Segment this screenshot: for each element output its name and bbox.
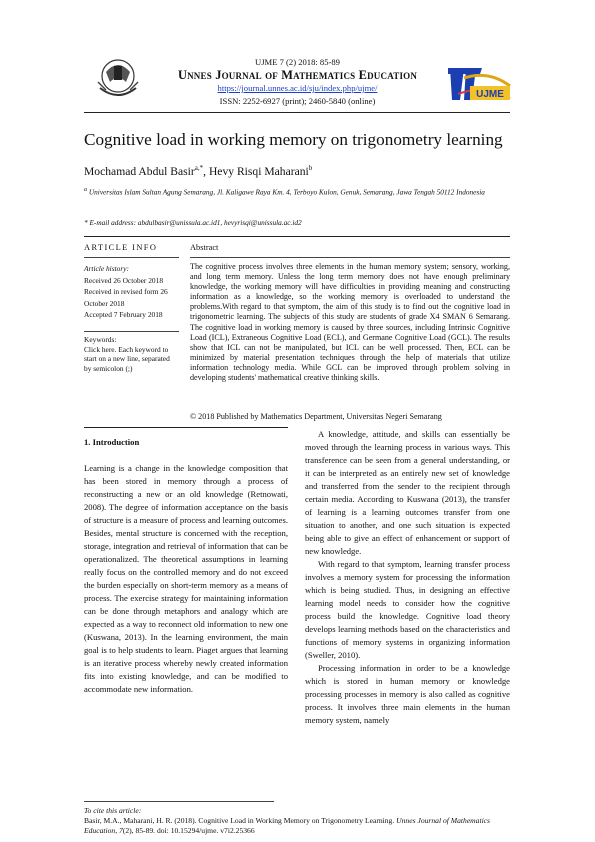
intro-paragraph-1: Learning is a change in the knowledge composition that has been stored in memory through a process of reconstructing a new or an old knowledge (Retnowati, 2008). The degree of information acceptance on the basis of structure is a measure of process and learning outcomes. Besides, mental structure is concerned with the reception, storage, integration and retrieval of information that can be operationalized. The theoretical assumptions in learning really focus on the controlled memory and do not exceed the burden especially on short-term memory as a means of process. The exercise strategy for maintaining information can be done through metaphors and analogy which are expected as a way to reconnect old information to new one (Kuswana, 2013). In the learning environment, the main goal is to help students to learn. Piaget argues that learning is an iterative process whereby newly created information fits into existing knowledge, and can be modified to accommodate new information. [84, 463, 288, 694]
paper-title: Cognitive load in working memory on trigonometry learning [84, 130, 503, 149]
author-2: Hevy Risqi Maharani [208, 164, 309, 178]
intro-paragraph-4: Processing information in order to be a knowledge which is stored in human memory or knowledge processing processes in memory is also called as cognitive process. It involves three main elements in the human memory system, namely [305, 663, 510, 725]
author-1: Mochamad Abdul Basir [84, 164, 195, 178]
abstract-text: The cognitive process involves three elements in the human memory system; sensory, working, and long term memory. Unless the long term memory does not have enough preliminary knowledge, the working memory will have difficulties in providing meaning and constructing information as a knowledge, so the working memory is overloaded to understand the problems.With regard to that symptom, the aim of this study is to find out the cognitive load in trigonometric learning. The subjects of this study are students of grade X4 SMAN 6 Semarang. The cognitive load in working memory is caused by three sources, including Intrinsic Cognitive Load (ICL), Extraneous Cognitive Load (ECL), and Germane Cognitive Load (GCL). The results show that ICL can not be manipulated, but ICL can be well processed. Then, ECL can be minimized by material presentation techniques through the help of materials that utilize information technology media. While GCL can be improved through problem solving in developing students' mathematical creative thinking skills. [190, 262, 510, 383]
author-2-affil: b [308, 164, 313, 172]
article-info-heading: ARTICLE INFO [84, 243, 158, 252]
ujme-logo [444, 60, 514, 106]
author-list [84, 164, 312, 178]
journal-issue: UJME 7 (2) 2018: 85-89 [255, 57, 340, 67]
keywords-rule [84, 331, 179, 332]
journal-name: Unnes Journal of Mathematics Education [177, 68, 418, 82]
intro-paragraph-2: A knowledge, attitude, and skills can essentially be moved through the learning process in various ways. This transference can be seen from a general understanding, or it can be interpreted as an entirely new set of knowledge and transferred from the sender to the recipient through certain media. According to Kuswana (2013), the transfer of learning is a learning outcomes transfer from one situation to another, and one such situation is expected being able to give an effect of enhancement or support of new knowledge. [305, 429, 510, 556]
abstract-rule [190, 257, 510, 258]
affiliation-text: Universitas Islam Sultan Agung Semarang, Jl. Kaligawe Raya Km. 4, Terboyo Kulon, Genuk, Semarang, Jawa Tengah 50112 Indonesia [88, 187, 485, 197]
intro-paragraph-3: With regard to that symptom, learning transfer process involves a memory system for processing the information which is being studied. Thus, in designing an effective learning model needs to consider how the cognitive process build the knowledge. Cognitive load theory develops learning methods based on the characteristics and functions of memory systems in organizing information (Sweller, 2010). [305, 559, 510, 660]
citation-text: Basir, M.A., Maharani, H. R. (2018). Cognitive Load in Working Memory on Trigonometry Learning. [84, 816, 397, 825]
history-label: Article history: [84, 264, 129, 273]
affiliation [84, 185, 514, 197]
author-separator: , [203, 164, 209, 178]
revised-date: Received in revised form 26 October 2018 [84, 287, 168, 308]
corresponding-email: * E-mail address: abdulbasir@unissula.ac.id1, hevyrisqi@unissula.ac.id2 [84, 218, 302, 227]
journal-url-link[interactable]: https://journal.unnes.ac.id/sju/index.php/ujme/ [217, 83, 378, 93]
article-history [84, 263, 179, 321]
keywords-block [84, 335, 179, 373]
affiliation-marker: a [84, 187, 88, 193]
cite-label: To cite this article: [84, 806, 142, 815]
article-info-rule [84, 257, 179, 258]
footer-rule [84, 801, 274, 802]
copyright-notice: © 2018 Published by Mathematics Department, Universitas Negeri Semarang [190, 412, 442, 421]
citation-journal: Unnes Journal of Mathematics Education [84, 816, 491, 836]
keywords-label: Keywords: [84, 335, 117, 344]
ujme-logo-text: UJME [476, 89, 504, 100]
citation: Basir, M.A., Maharani, H. R. (2018). Cognitive Load in Working Memory on Trigonometry Learning. Unnes Journal of Mathematics Education, 7(2), 85-89. doi: 10.15294/ujme. v7i2.25366 [84, 816, 491, 836]
journal-issn: ISSN: 2252-6927 (print); 2460-5840 (online) [219, 96, 376, 106]
right-column [305, 428, 510, 727]
accepted-date: Accepted 7 February 2018 [84, 310, 163, 319]
section-heading-introduction: 1. Introduction [84, 437, 140, 447]
received-date: Received 26 October 2018 [84, 275, 164, 285]
citation-volume: 7 [119, 826, 123, 836]
header-rule [84, 112, 510, 113]
section-rule [84, 236, 510, 237]
keywords-text: Click here. Each keyword to start on a new line, separated by semicolon (;) [84, 344, 170, 373]
abstract-heading: Abstract [190, 243, 219, 252]
author-1-affil: a,* [194, 164, 204, 172]
citation-rest: (2), 85-89. doi: 10.15294/ujme. v7i2.25366 [122, 826, 255, 836]
left-column [84, 462, 288, 696]
body-rule [84, 427, 288, 428]
